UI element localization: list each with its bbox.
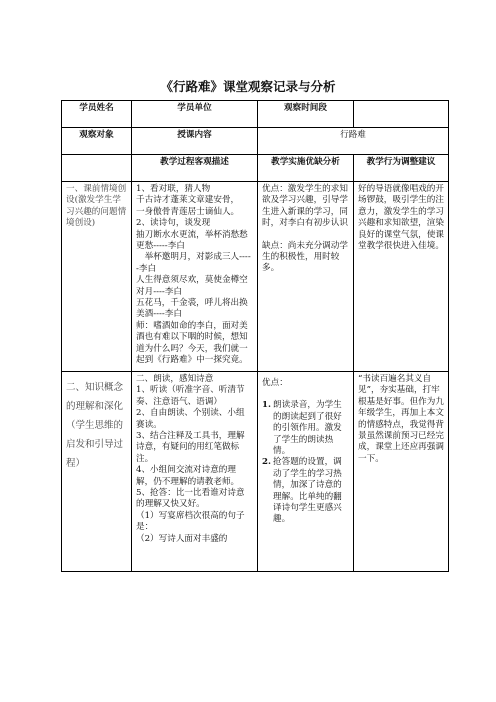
process-line: 抽刀断水水更流，举杯消愁愁更愁-----李白 <box>136 229 248 252</box>
header-row-1 <box>62 101 449 128</box>
process-cell <box>132 182 258 372</box>
process-line: 5、抢答：比一比看谁对诗意的理解又快又好。 <box>136 488 245 510</box>
process-cell <box>132 372 258 572</box>
list-item-number: 1. <box>262 400 271 411</box>
analysis-pros: 优点： <box>262 378 288 388</box>
lesson-content-value: 行路难 <box>258 128 449 155</box>
process-line: 举杯邀明月，对影成三人-----李白 <box>136 252 251 274</box>
observe-time-value[interactable] <box>354 101 449 128</box>
analysis-points-list <box>262 400 349 525</box>
observe-object-label: 观察对象 <box>62 128 132 155</box>
process-line: 1、听读（听准字音、听清节奏、注意语气、语调） <box>136 385 245 407</box>
process-line: 3、结合注释及工具书，理解诗意，有疑问的用红笔做标注。 <box>136 431 245 464</box>
list-item <box>262 457 349 525</box>
list-item <box>262 400 349 457</box>
observe-time-label: 观察时间段 <box>258 101 354 128</box>
process-line: （2）写诗人面对丰盛的 <box>136 533 228 544</box>
process-line: （1）写宴席档次很高的句子是： <box>136 510 245 533</box>
suggestion-column-header: 教学行为调整建议 <box>354 155 449 182</box>
process-line: 1、看对联，猜人物 <box>136 184 211 194</box>
observation-table <box>61 100 449 572</box>
analysis-cons: 缺点：尚未充分调动学生的积极性，用时较多。 <box>262 240 348 274</box>
stage-cell: 二、知识概念的理解和深化（学生思维的启发和引导过程） <box>62 372 132 572</box>
stage-cell: 一、课前情境创设(激发学生学习兴趣的问题情境创设) <box>62 182 132 372</box>
header-row-2 <box>62 128 449 155</box>
table-row <box>62 372 449 572</box>
analysis-cell <box>258 372 354 572</box>
column-header-row <box>62 155 449 182</box>
analysis-column-header: 教学实施优缺分析 <box>258 155 354 182</box>
lesson-content-label: 授课内容 <box>132 128 258 155</box>
process-column-header: 教学过程客观描述 <box>132 155 258 182</box>
process-line: 2、读诗句，谈发现 <box>136 218 211 229</box>
process-line: 千古诗才蓬莱文章建安骨， <box>136 195 240 206</box>
analysis-pros: 优点：激发学生的求知欲及学习兴趣，引导学生进入新课的学习，同时，对李白有初步认识 <box>262 184 348 229</box>
process-line: 一身傲骨青莲居士谪仙人。 <box>136 206 240 217</box>
table-row <box>62 182 449 372</box>
stage-column-header <box>62 155 132 182</box>
page-title: 《行路难》课堂观察记录与分析 <box>160 79 336 94</box>
process-line: 二、朗读，感知诗意 <box>136 374 214 384</box>
list-item-text: 朗读录音，为学生的朗读起到了很好的引领作用。激发了学生的朗读热情。 <box>273 400 342 457</box>
process-line: 2、自由朗读、个别读、小组赛读。 <box>136 408 245 430</box>
process-line: 人生得意须尽欢，莫使金樽空对月----李白 <box>136 275 248 297</box>
suggestion-cell: 好的导语就像唱戏的开场锣鼓，吸引学生的注意力，激发学生的学习兴趣和求知欲望，渲染良好的课堂气氛，使课堂教学很快进入佳境。 <box>354 182 449 372</box>
process-line: 师：嗜酒如命的李白，面对美酒也有难以下咽的时候，想知道为什么吗？今天，我们就一起到《行路难》中一探究竟。 <box>136 320 248 366</box>
student-unit-label: 学员单位 <box>132 101 258 128</box>
suggestion-cell: “书读百遍名其义自见”，夯实基础，打牢根基是好事。但作为九年级学生，再加上本文的情感特点，我觉得背景虽然课前预习已经完成，课堂上还应再强调一下。 <box>354 372 449 572</box>
process-line: 五花马，千金裘，呼儿将出换美酒----李白 <box>136 298 248 320</box>
analysis-cell <box>258 182 354 372</box>
list-item-number: 2. <box>262 457 271 468</box>
student-name-label: 学员姓名 <box>62 101 132 128</box>
process-line: 4、小组间交流对诗意的理解，仍不理解的请教老师。 <box>136 465 240 487</box>
list-item-text: 抢答题的设置，调动了学生的学习热情，加深了诗意的理解。比单纯的翻译诗句学生更感兴趣。 <box>273 457 342 525</box>
